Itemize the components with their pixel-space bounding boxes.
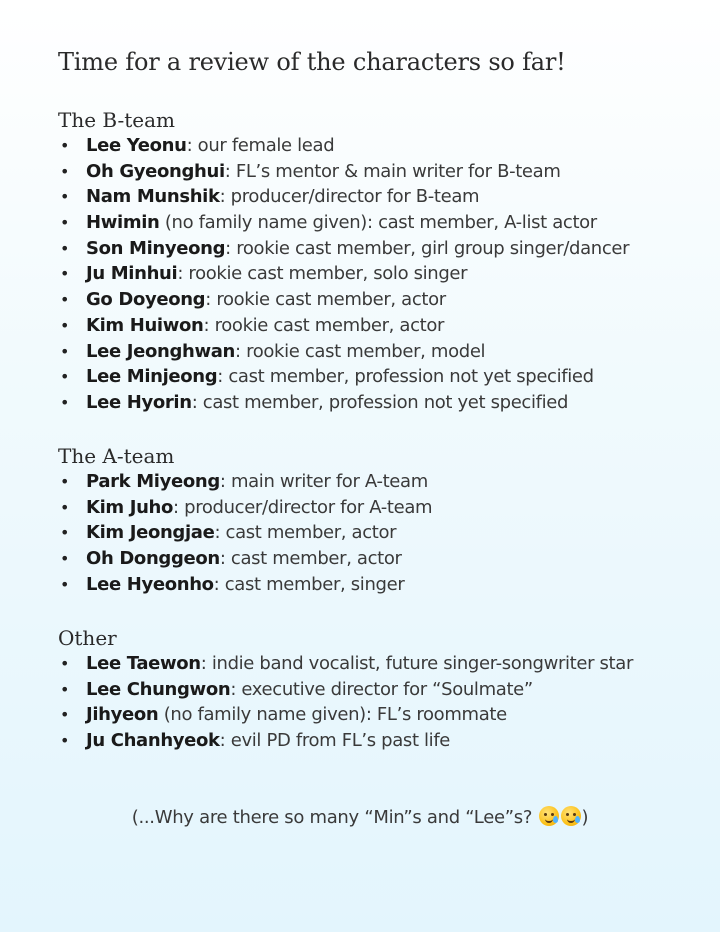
character-description: : rookie cast member, solo singer <box>177 263 468 285</box>
bullet-icon: • <box>60 705 70 725</box>
character-list-item <box>58 159 629 185</box>
character-list-item <box>58 390 629 416</box>
section-heading-other: Other <box>58 626 117 650</box>
character-name: Ju Minhui <box>86 263 178 285</box>
bullet-icon: • <box>60 472 70 491</box>
bullet-icon: • <box>60 523 70 543</box>
character-list-item <box>58 261 629 287</box>
character-list-item <box>58 651 633 677</box>
character-name: Kim Jeongjae <box>86 522 215 544</box>
bullet-icon: • <box>60 341 70 361</box>
character-description: : cast member, singer <box>213 573 405 595</box>
character-name: Lee Hyeonho <box>86 573 214 595</box>
character-list-item <box>58 728 633 754</box>
footer-text: (...Why are there so many “Min”s and “Lee”s? <box>131 807 538 828</box>
character-list-item <box>58 495 432 521</box>
character-name: Oh Gyeonghui <box>86 160 225 182</box>
character-name: Park Miyeong <box>86 471 220 492</box>
character-list-item <box>58 520 432 546</box>
footer-closing: ) <box>581 807 589 828</box>
character-name: Lee Hyorin <box>86 391 192 413</box>
section-heading-b-team: The B-team <box>58 108 176 132</box>
bullet-icon: • <box>60 731 70 751</box>
character-description: : cast member, actor <box>219 548 402 570</box>
character-list-item <box>58 210 629 236</box>
character-name: Ju Chanhyeok <box>86 730 220 752</box>
character-list-item <box>58 364 629 390</box>
character-name: Lee Minjeong <box>86 366 218 388</box>
other-list <box>58 651 633 754</box>
bullet-icon: • <box>60 315 70 335</box>
character-list-item <box>58 572 432 598</box>
character-name: Hwimin <box>86 212 160 234</box>
bullet-icon: • <box>60 264 70 284</box>
character-list-item <box>58 287 629 313</box>
bullet-icon: • <box>60 136 70 155</box>
character-name: Kim Juho <box>86 496 174 518</box>
bullet-icon: • <box>60 187 70 207</box>
b-team-list <box>58 133 629 416</box>
bullet-icon: • <box>60 654 70 673</box>
character-name: Lee Yeonu <box>86 135 187 156</box>
character-list-item <box>58 339 629 365</box>
character-list-item <box>58 702 633 728</box>
bullet-icon: • <box>60 392 70 412</box>
character-description: (no family name given): cast member, A-list actor <box>159 212 597 234</box>
footer-note <box>0 806 720 828</box>
character-list-item <box>58 469 432 495</box>
character-name: Jihyeon <box>86 704 159 726</box>
bullet-icon: • <box>60 238 70 258</box>
character-name: Lee Taewon <box>86 653 201 674</box>
bullet-icon: • <box>60 213 70 233</box>
character-description: : indie band vocalist, future singer-songwriter star <box>200 653 633 674</box>
character-list-item <box>58 236 629 262</box>
character-name: Lee Jeonghwan <box>86 340 235 362</box>
bullet-icon: • <box>60 367 70 387</box>
smiling-face-with-tear-icon <box>539 806 559 826</box>
character-list-item <box>58 133 629 159</box>
section-heading-a-team: The A-team <box>58 444 175 468</box>
character-name: Kim Huiwon <box>86 314 204 336</box>
character-name: Nam Munshik <box>86 186 220 208</box>
character-description: : rookie cast member, girl group singer/dancer <box>225 237 630 259</box>
character-description: : cast member, actor <box>214 522 397 544</box>
character-description: : main writer for A-team <box>219 471 428 492</box>
character-description: : producer/director for A-team <box>173 496 433 518</box>
character-list-item <box>58 546 432 572</box>
bullet-icon: • <box>60 679 70 699</box>
character-description: : our female lead <box>186 135 335 156</box>
character-description: : evil PD from FL’s past life <box>219 730 451 752</box>
bullet-icon: • <box>60 161 70 181</box>
character-description: : executive director for “Soulmate” <box>230 678 533 700</box>
character-name: Lee Chungwon <box>86 678 231 700</box>
character-description: : cast member, profession not yet specified <box>191 391 569 413</box>
smiling-face-with-tear-icon <box>561 806 581 826</box>
character-description: : FL’s mentor & main writer for B-team <box>224 160 561 182</box>
character-description: : rookie cast member, model <box>234 340 486 362</box>
character-name: Oh Donggeon <box>86 548 220 570</box>
character-description: : rookie cast member, actor <box>205 289 446 311</box>
bullet-icon: • <box>60 549 70 569</box>
a-team-list <box>58 469 432 597</box>
character-description: : producer/director for B-team <box>219 186 480 208</box>
character-name: Go Doyeong <box>86 289 206 311</box>
character-name: Son Minyeong <box>86 237 226 259</box>
character-list-item <box>58 677 633 703</box>
character-description: : cast member, profession not yet specified <box>217 366 594 388</box>
character-description: : rookie cast member, actor <box>203 314 445 336</box>
bullet-icon: • <box>60 574 70 594</box>
character-list-item <box>58 313 629 339</box>
bullet-icon: • <box>60 290 70 310</box>
page-title: Time for a review of the characters so far! <box>58 48 566 76</box>
bullet-icon: • <box>60 497 70 517</box>
character-description: (no family name given): FL’s roommate <box>158 704 507 726</box>
character-list-item <box>58 184 629 210</box>
